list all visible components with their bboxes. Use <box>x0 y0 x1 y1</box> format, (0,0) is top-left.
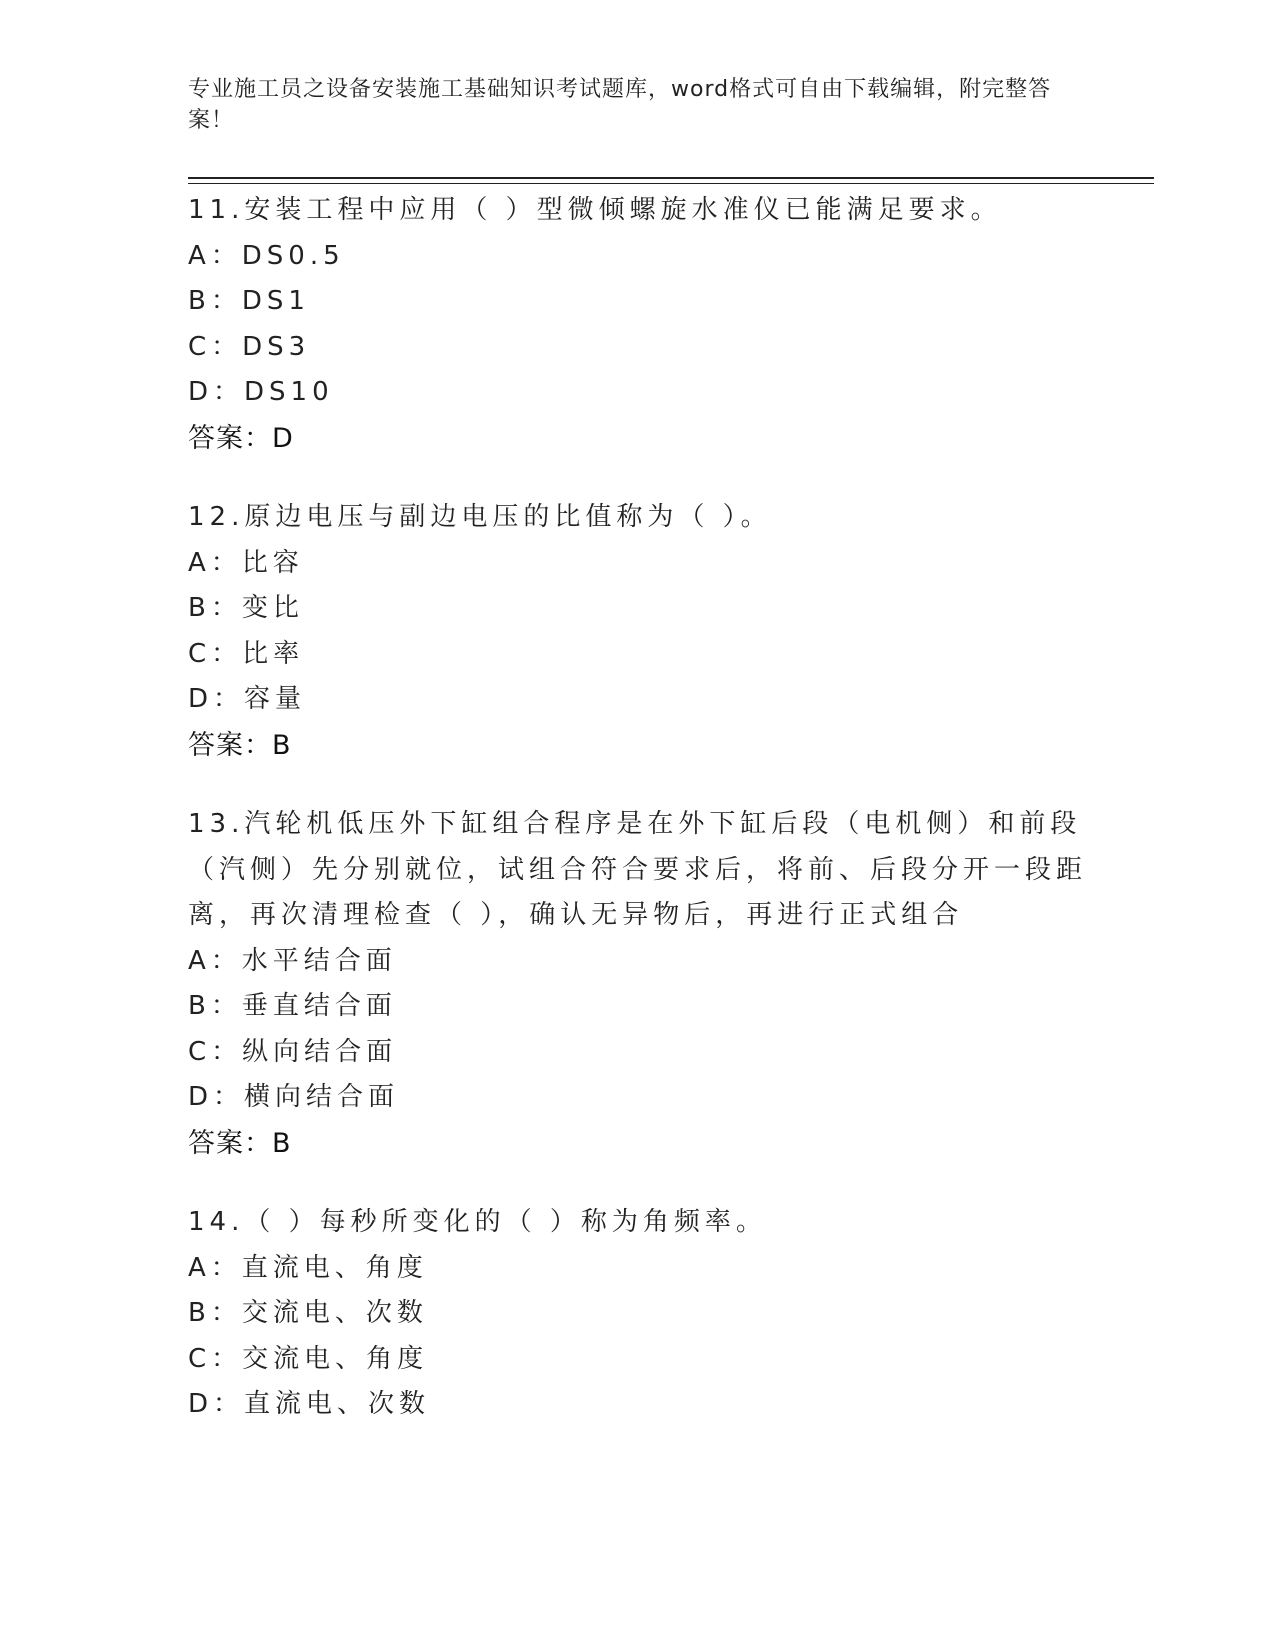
option-c: C：交流电、角度 <box>188 1343 429 1374</box>
question-12 <box>188 495 1088 768</box>
question-stem: 13.汽轮机低压外下缸组合程序是在外下缸后段（电机侧）和前段（汽侧）先分别就位，试组合符合要求后，将前、后段分开一段距离，再次清理检查（ ），确认无异物后，再进行正式组合 <box>188 809 1088 930</box>
question-13 <box>188 802 1088 1166</box>
option-b: B：垂直结合面 <box>188 991 397 1021</box>
option-a: A：DS0.5 <box>188 240 345 271</box>
option-d: D：横向结合面 <box>188 1082 400 1112</box>
header-rule-thin <box>188 183 1154 184</box>
option-a: A：直流电、角度 <box>188 1252 428 1283</box>
question-list <box>188 188 1088 1462</box>
option-c: C：纵向结合面 <box>188 1036 398 1067</box>
question-stem: 11.安装工程中应用（ ）型微倾螺旋水准仪已能满足要求。 <box>188 195 1002 225</box>
answer-line: 答案：D <box>188 422 294 454</box>
option-c: C：比率 <box>188 638 305 669</box>
option-c: C：DS3 <box>188 331 311 362</box>
question-stem: 12.原边电压与副边电压的比值称为（ ）。 <box>188 502 772 532</box>
option-a: A：水平结合面 <box>188 945 397 976</box>
option-b: B：DS1 <box>188 286 310 316</box>
question-11 <box>188 188 1088 461</box>
option-b: B：变比 <box>188 593 304 623</box>
question-14 <box>188 1200 1088 1428</box>
option-d: D：容量 <box>188 684 307 714</box>
option-b: B：交流电、次数 <box>188 1298 428 1328</box>
option-d: D：DS10 <box>188 377 334 407</box>
answer-line: 答案：B <box>188 1127 292 1159</box>
header-rule-thick <box>188 177 1154 179</box>
option-d: D：直流电、次数 <box>188 1389 431 1419</box>
question-stem: 14.（ ）每秒所变化的（ ）称为角频率。 <box>188 1207 767 1237</box>
option-a: A：比容 <box>188 547 304 578</box>
answer-line: 答案：B <box>188 729 292 761</box>
document-header: 专业施工员之设备安装施工基础知识考试题库，word格式可自由下载编辑，附完整答案！ <box>188 77 1052 133</box>
